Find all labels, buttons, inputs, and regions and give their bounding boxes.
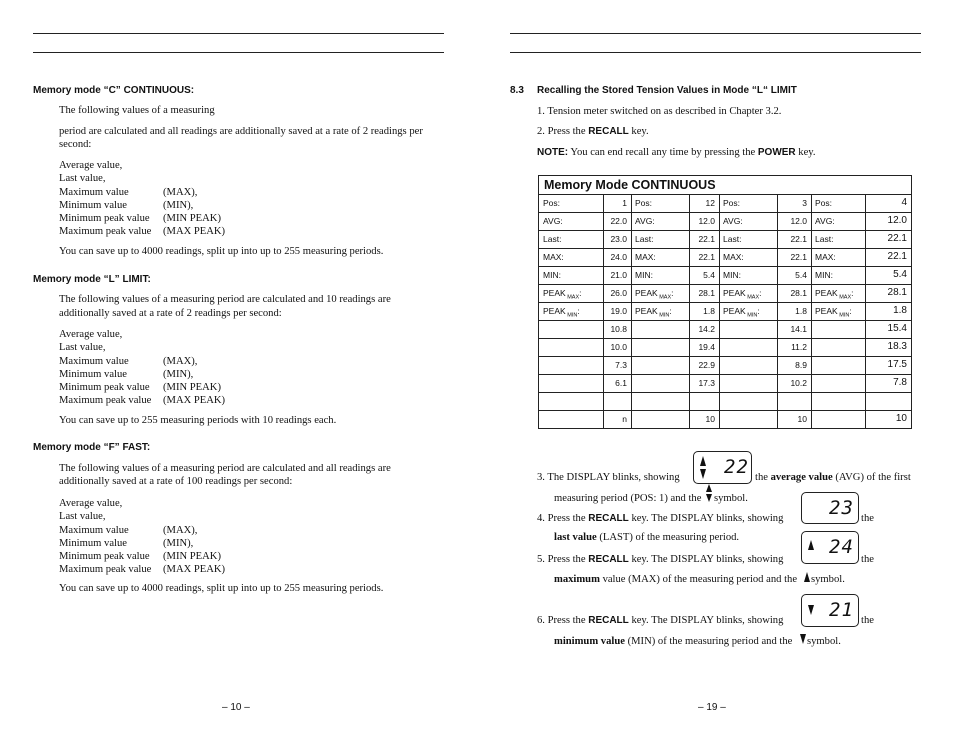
intro-c-2: period are calculated and all readings are additionally saved at a rate of 2 readings per bbox=[59, 126, 423, 137]
table-value: 19.0 bbox=[610, 306, 627, 316]
table-label-colon: : bbox=[759, 288, 762, 298]
step-3-symbol: symbol. bbox=[714, 493, 748, 504]
table-value: 6.1 bbox=[615, 378, 627, 388]
lcd-display-min bbox=[801, 594, 859, 627]
table-label bbox=[543, 306, 580, 319]
right-header-rule-top bbox=[510, 33, 921, 34]
value-name: Last value, bbox=[59, 511, 106, 523]
table-label-text: MAX: bbox=[635, 252, 656, 262]
step-6-d: (MIN) of the measuring period and the bbox=[627, 636, 793, 647]
table-label-sub: MIN bbox=[837, 312, 850, 319]
table-label bbox=[543, 252, 564, 262]
footer-f: You can save up to 4000 readings, split up into up to 255 measuring periods. bbox=[59, 583, 384, 594]
table-label bbox=[723, 198, 740, 208]
note-label: NOTE: bbox=[537, 147, 569, 158]
table-value: 17.5 bbox=[887, 359, 907, 370]
table-label bbox=[815, 216, 835, 226]
table-label bbox=[723, 234, 741, 244]
value-abbr: (MIN), bbox=[163, 199, 194, 211]
step-5-the: the bbox=[861, 554, 874, 565]
table-label-colon: : bbox=[851, 288, 854, 298]
heading-mode-f: Memory mode “F” FAST: bbox=[33, 442, 151, 453]
table-label bbox=[635, 216, 655, 226]
table-col-divider bbox=[689, 194, 690, 429]
table-label bbox=[543, 270, 561, 280]
values-l bbox=[59, 328, 151, 408]
value-abbr: (MIN PEAK) bbox=[163, 213, 221, 225]
value-abbr: (MIN PEAK) bbox=[163, 382, 221, 394]
table-label-sub: MIN bbox=[745, 312, 758, 319]
step-4-b: key. The DISPLAY blinks, showing bbox=[631, 513, 784, 524]
table-label-text: Last: bbox=[723, 234, 742, 244]
value-abbr bbox=[163, 172, 225, 185]
up-down-arrow-icon bbox=[706, 484, 712, 492]
step-5-b: key. The DISPLAY blinks, showing bbox=[631, 554, 784, 565]
table-label-text: AVG: bbox=[815, 216, 835, 226]
table-value: 1.8 bbox=[703, 306, 715, 316]
down-arrow-icon bbox=[808, 605, 814, 615]
value-name: Minimum value bbox=[59, 368, 127, 380]
step-3-the: the bbox=[755, 472, 768, 483]
table-title: Memory Mode CONTINUOUS bbox=[544, 178, 716, 192]
table-label bbox=[815, 270, 833, 280]
table-label bbox=[635, 306, 672, 319]
table-value: 10.0 bbox=[610, 342, 627, 352]
table-value: 3 bbox=[802, 198, 807, 208]
table-label bbox=[635, 234, 653, 244]
table-row-divider bbox=[539, 392, 911, 393]
table-row-divider bbox=[539, 374, 911, 375]
power-key: POWER bbox=[757, 147, 796, 158]
table-label-text: AVG: bbox=[543, 216, 563, 226]
table-label-sub: MIN bbox=[657, 312, 670, 319]
value-name: Average value, bbox=[59, 160, 123, 171]
right-page-number: – 19 – bbox=[698, 702, 726, 713]
table-label bbox=[815, 288, 854, 301]
intro-l-2: additionally saved at a rate of 2 readings per second: bbox=[59, 308, 282, 319]
table-col-divider bbox=[811, 194, 812, 429]
table-label-text: Last: bbox=[543, 234, 562, 244]
value-name: Last value, bbox=[59, 342, 106, 354]
value-abbr: (MIN PEAK) bbox=[163, 551, 221, 563]
step-4-the: the bbox=[861, 513, 874, 524]
intro-l-1: The following values of a measuring period are calculated and 10 readings are bbox=[59, 294, 391, 305]
table-value: 28.1 bbox=[887, 287, 907, 298]
right-header-rule-bottom bbox=[510, 52, 921, 53]
table-value: 11.2 bbox=[791, 342, 807, 352]
abbrs-f bbox=[163, 497, 225, 577]
table-label-colon: : bbox=[671, 288, 674, 298]
table-label-text: PEAK bbox=[815, 288, 838, 298]
table-value: 26.0 bbox=[610, 288, 627, 298]
recall-key: RECALL bbox=[588, 615, 629, 626]
table-label-text: MAX: bbox=[543, 252, 564, 262]
recall-key: RECALL bbox=[588, 554, 629, 565]
down-arrow-small-icon bbox=[800, 634, 806, 644]
table-label bbox=[723, 216, 743, 226]
value-name: Minimum peak value bbox=[59, 551, 150, 563]
table-label-text: AVG: bbox=[723, 216, 743, 226]
table-label bbox=[723, 270, 741, 280]
value-abbr bbox=[163, 328, 225, 341]
table-label bbox=[815, 252, 836, 262]
table-value: 12.0 bbox=[790, 216, 807, 226]
table-value: 1.8 bbox=[893, 305, 907, 316]
table-col-divider bbox=[719, 194, 720, 429]
step-2 bbox=[537, 126, 649, 137]
table-label-text: Last: bbox=[815, 234, 834, 244]
table-label bbox=[543, 198, 560, 208]
table-label-text: MIN: bbox=[815, 270, 833, 280]
abbrs-l bbox=[163, 328, 225, 408]
table-label-colon: : bbox=[669, 306, 672, 316]
lcd-value: 22 bbox=[724, 456, 749, 478]
step-3-line-1b bbox=[755, 472, 911, 483]
value-abbr: (MAX), bbox=[163, 355, 198, 367]
table-label bbox=[543, 288, 582, 301]
lcd-value: 21 bbox=[829, 599, 854, 621]
table-value: 22.1 bbox=[698, 252, 715, 262]
table-value: 10.2 bbox=[790, 378, 807, 388]
table-label-colon: : bbox=[849, 306, 852, 316]
table-label-colon: : bbox=[757, 306, 760, 316]
table-label-text: PEAK bbox=[635, 288, 658, 298]
lcd-display-last bbox=[801, 492, 859, 524]
table-row-divider bbox=[539, 410, 911, 411]
up-arrow-icon bbox=[808, 540, 814, 550]
table-label-sub: MAX bbox=[837, 294, 852, 301]
table-row-divider bbox=[539, 284, 911, 285]
note-text-end: key. bbox=[795, 147, 816, 158]
table-label-text: PEAK bbox=[723, 306, 746, 316]
value-name: Maximum value bbox=[59, 355, 129, 367]
table-value: 12.0 bbox=[887, 215, 907, 226]
abbrs-c bbox=[163, 159, 225, 239]
table-value: 5.4 bbox=[795, 270, 807, 280]
value-name: Last value, bbox=[59, 173, 106, 185]
table-row-divider bbox=[539, 230, 911, 231]
value-abbr: (MIN), bbox=[163, 537, 194, 549]
step-3-bold: average value bbox=[770, 472, 833, 483]
step-6-b: key. The DISPLAY blinks, showing bbox=[631, 615, 784, 626]
table-row-divider bbox=[539, 212, 911, 213]
table-value: 22.1 bbox=[887, 233, 907, 244]
table-label-text: MAX: bbox=[723, 252, 744, 262]
table-label-text: PEAK bbox=[543, 288, 566, 298]
table-label bbox=[815, 198, 832, 208]
step-3-rest: (AVG) of the first bbox=[835, 472, 911, 483]
footer-c: You can save up to 4000 readings, split up into up to 255 measuring periods. bbox=[59, 246, 384, 257]
lcd-value: 24 bbox=[829, 536, 854, 558]
table-label bbox=[635, 252, 656, 262]
table-row-divider bbox=[539, 320, 911, 321]
step-2-text-end: key. bbox=[628, 126, 649, 137]
footer-l: You can save up to 255 measuring periods with 10 readings each. bbox=[59, 415, 337, 426]
recall-key: RECALL bbox=[588, 513, 629, 524]
table-value: 28.1 bbox=[790, 288, 807, 298]
step-5-symbol: symbol. bbox=[811, 574, 845, 585]
table-value: 12 bbox=[705, 198, 715, 208]
step-6-a: 6. Press the bbox=[537, 615, 586, 626]
table-label bbox=[723, 252, 744, 262]
table-label bbox=[635, 198, 652, 208]
table-value: 22.9 bbox=[698, 360, 715, 370]
table-value: 7.3 bbox=[615, 360, 627, 370]
table-row-divider bbox=[539, 248, 911, 249]
step-6-line-2 bbox=[554, 636, 792, 647]
lcd-display-max bbox=[801, 531, 859, 564]
table-label bbox=[543, 216, 563, 226]
step-4-d: (LAST) of the measuring period. bbox=[599, 532, 740, 543]
value-abbr: (MIN), bbox=[163, 368, 194, 380]
table-col-divider bbox=[777, 194, 778, 429]
table-value: 23.0 bbox=[610, 234, 627, 244]
section-number: 8.3 bbox=[510, 85, 524, 96]
table-label-text: Pos: bbox=[635, 198, 653, 208]
value-abbr: (MAX), bbox=[163, 186, 198, 198]
table-value: 22.1 bbox=[698, 234, 715, 244]
step-6-line-1 bbox=[537, 615, 783, 626]
value-name: Maximum peak value bbox=[59, 564, 152, 576]
table-label-text: MAX: bbox=[815, 252, 836, 262]
step-5-a: 5. Press the bbox=[537, 554, 586, 565]
step-3-line-1a: 3. The DISPLAY blinks, showing bbox=[537, 472, 680, 483]
table-label bbox=[815, 234, 833, 244]
step-5-line-1 bbox=[537, 554, 783, 565]
values-f bbox=[59, 497, 151, 577]
step-5-bold: maximum bbox=[554, 574, 600, 585]
value-name: Maximum value bbox=[59, 186, 129, 198]
down-arrow-icon bbox=[700, 469, 706, 479]
step-6-the: the bbox=[861, 615, 874, 626]
heading-mode-c: Memory mode “C” CONTINUOUS: bbox=[33, 85, 195, 96]
step-4-a: 4. Press the bbox=[537, 513, 586, 524]
value-abbr bbox=[163, 341, 225, 354]
table-value: 22.0 bbox=[610, 216, 627, 226]
step-4-line-1 bbox=[537, 513, 783, 524]
table-value: 12.0 bbox=[698, 216, 715, 226]
table-label-text: MIN: bbox=[635, 270, 653, 280]
table-col-divider bbox=[631, 194, 632, 429]
value-name: Maximum peak value bbox=[59, 226, 152, 238]
value-name: Minimum value bbox=[59, 199, 127, 211]
value-name: Maximum value bbox=[59, 524, 129, 536]
recall-key: RECALL bbox=[588, 126, 629, 137]
value-abbr bbox=[163, 510, 225, 523]
left-header-rule-top bbox=[33, 33, 444, 34]
table-label bbox=[635, 288, 674, 301]
step-5-line-2 bbox=[554, 574, 797, 585]
table-label-text: PEAK bbox=[635, 306, 658, 316]
step-5-d: value (MAX) of the measuring period and the bbox=[602, 574, 798, 585]
table-label bbox=[543, 234, 561, 244]
intro-c-3: second: bbox=[59, 139, 92, 150]
value-abbr: (MAX PEAK) bbox=[163, 395, 226, 407]
table-row-divider bbox=[539, 194, 911, 195]
value-name: Average value, bbox=[59, 498, 123, 509]
table-label-text: Last: bbox=[635, 234, 654, 244]
table-value: 10 bbox=[705, 414, 715, 424]
table-value: 7.8 bbox=[893, 377, 907, 388]
up-arrow-small-icon bbox=[804, 572, 810, 582]
table-value: 22.1 bbox=[887, 251, 907, 262]
table-label-text: PEAK bbox=[723, 288, 746, 298]
table-value: 10 bbox=[797, 414, 807, 424]
table-value: 1.8 bbox=[795, 306, 807, 316]
table-value: 5.4 bbox=[703, 270, 715, 280]
value-abbr bbox=[163, 159, 225, 172]
heading-mode-l: Memory mode “L” LIMIT: bbox=[33, 274, 151, 285]
table-label-text: MIN: bbox=[543, 270, 561, 280]
table-label-text: Pos: bbox=[723, 198, 741, 208]
table-value: 4 bbox=[901, 197, 907, 208]
table-label-text: MIN: bbox=[723, 270, 741, 280]
table-value: 21.0 bbox=[610, 270, 627, 280]
table-value: 17.3 bbox=[698, 378, 715, 388]
value-name: Maximum peak value bbox=[59, 395, 152, 407]
value-abbr bbox=[163, 497, 225, 510]
step-6-symbol: symbol. bbox=[807, 636, 841, 647]
table-label-text: Pos: bbox=[815, 198, 833, 208]
step-6-bold: minimum value bbox=[554, 636, 625, 647]
table-label-text: PEAK bbox=[543, 306, 566, 316]
down-arrow-small-icon bbox=[706, 494, 712, 502]
value-name: Minimum peak value bbox=[59, 213, 150, 225]
left-page-number: – 10 – bbox=[222, 702, 250, 713]
table-label-sub: MAX bbox=[565, 294, 580, 301]
table-value: 10 bbox=[895, 413, 907, 424]
table-value: 14.2 bbox=[698, 324, 715, 334]
table-value: 14.1 bbox=[790, 324, 807, 334]
table-label-sub: MAX bbox=[745, 294, 760, 301]
table-label-colon: : bbox=[577, 306, 580, 316]
table-value: 10.8 bbox=[610, 324, 627, 334]
table-value: 28.1 bbox=[698, 288, 715, 298]
value-abbr: (MAX PEAK) bbox=[163, 226, 226, 238]
table-label bbox=[815, 306, 852, 319]
table-value: 15.4 bbox=[887, 323, 907, 334]
step-2-text: 2. Press the bbox=[537, 126, 589, 137]
table-value: 22.1 bbox=[790, 252, 807, 262]
table-value: 8.9 bbox=[795, 360, 807, 370]
table-col-divider bbox=[865, 194, 866, 429]
table-label-sub: MIN bbox=[565, 312, 578, 319]
table-label bbox=[723, 306, 760, 319]
note bbox=[537, 147, 816, 158]
table-row-divider bbox=[539, 302, 911, 303]
left-header-rule-bottom bbox=[33, 52, 444, 53]
intro-c-1: The following values of a measuring bbox=[59, 105, 215, 116]
intro-f-2: additionally saved at a rate of 100 readings per second: bbox=[59, 476, 293, 487]
table-col-divider bbox=[603, 194, 604, 429]
table-value: 19.4 bbox=[698, 342, 715, 352]
table-label-sub: MAX bbox=[657, 294, 672, 301]
intro-f-1: The following values of a measuring period are calculated and all readings are bbox=[59, 463, 391, 474]
table-label bbox=[723, 288, 762, 301]
value-name: Minimum value bbox=[59, 537, 127, 549]
table-value: 5.4 bbox=[893, 269, 907, 280]
table-label-text: PEAK bbox=[815, 306, 838, 316]
step-4-bold: last value bbox=[554, 532, 597, 543]
table-label-text: Pos: bbox=[543, 198, 561, 208]
table-value: 18.3 bbox=[887, 341, 907, 352]
values-c bbox=[59, 159, 151, 239]
table-row-divider bbox=[539, 266, 911, 267]
memory-table bbox=[538, 175, 912, 429]
table-value: 1 bbox=[622, 198, 627, 208]
table-row-divider bbox=[539, 356, 911, 357]
table-label-colon: : bbox=[579, 288, 582, 298]
value-name: Minimum peak value bbox=[59, 382, 150, 394]
step-1: 1. Tension meter switched on as described in Chapter 3.2. bbox=[537, 106, 782, 117]
section-heading: Recalling the Stored Tension Values in Mode “L“ LIMIT bbox=[537, 85, 797, 96]
up-arrow-icon bbox=[700, 456, 706, 466]
table-value: 22.1 bbox=[790, 234, 807, 244]
table-label bbox=[635, 270, 653, 280]
step-3-line-2: measuring period (POS: 1) and the bbox=[554, 493, 702, 504]
note-text: You can end recall any time by pressing the bbox=[568, 147, 758, 158]
table-value: n bbox=[622, 414, 627, 424]
table-label-text: AVG: bbox=[635, 216, 655, 226]
lcd-value: 23 bbox=[829, 497, 854, 519]
table-value: 24.0 bbox=[610, 252, 627, 262]
lcd-display-avg bbox=[693, 451, 752, 484]
value-name: Average value, bbox=[59, 329, 123, 340]
table-row-divider bbox=[539, 338, 911, 339]
value-abbr: (MAX PEAK) bbox=[163, 564, 226, 576]
value-abbr: (MAX), bbox=[163, 524, 198, 536]
step-4-line-2 bbox=[554, 532, 739, 543]
